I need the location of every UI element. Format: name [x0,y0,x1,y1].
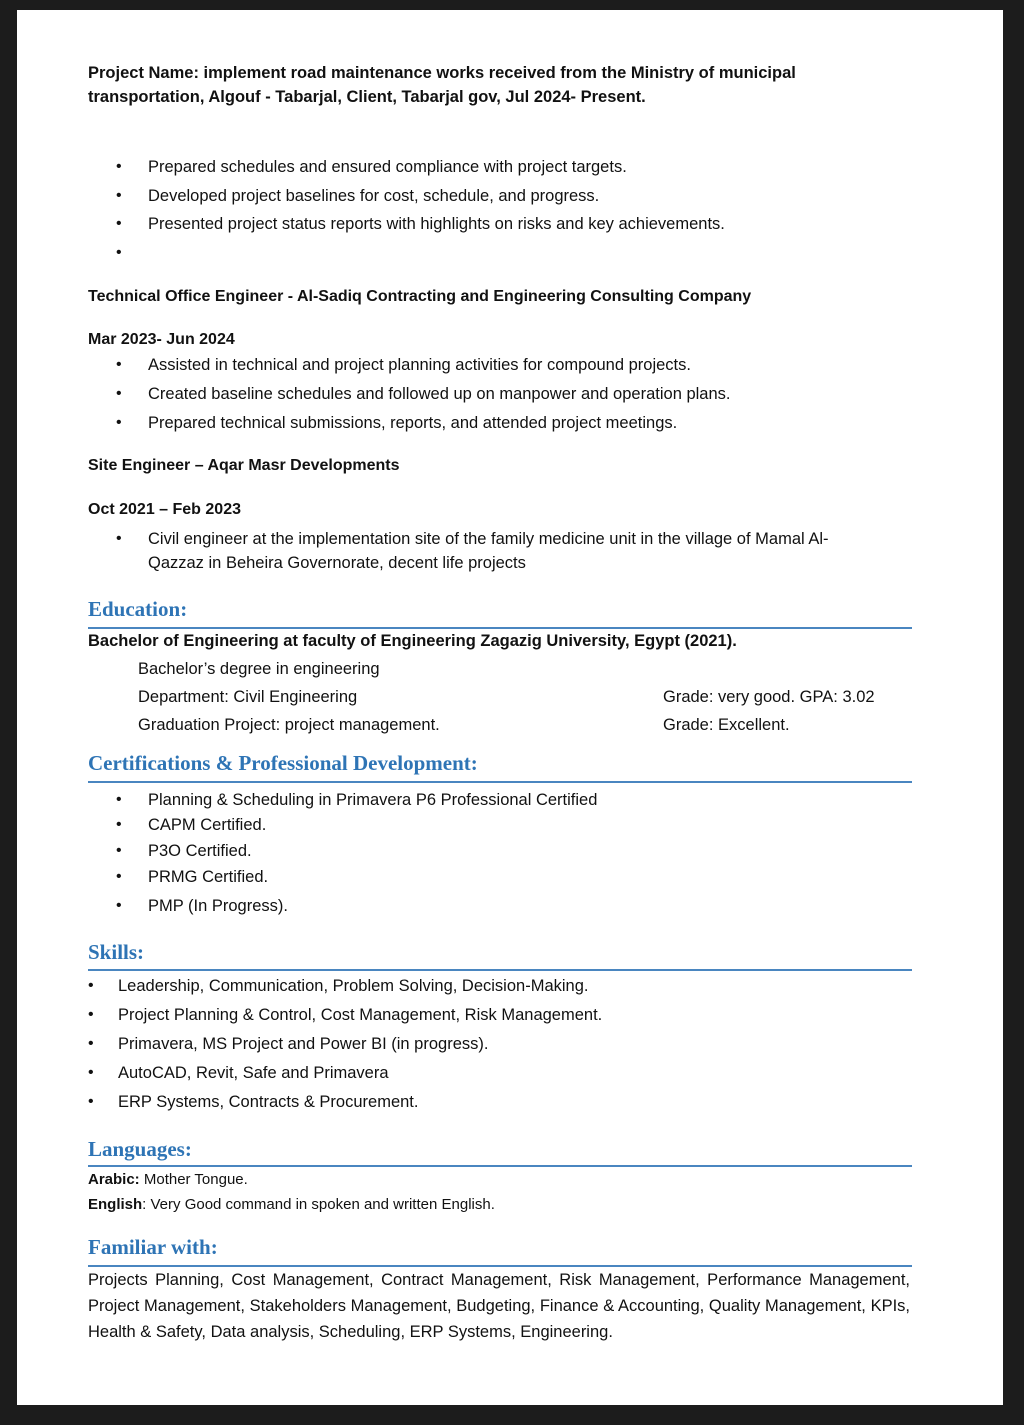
bullet-icon: • [116,158,122,175]
bullet-icon: • [88,1093,94,1110]
department: Department: Civil Engineering [138,688,358,706]
list-item: Leadership, Communication, Problem Solving, Decision-Making. [118,977,589,995]
list-item: ERP Systems, Contracts & Procurement. [118,1093,419,1111]
list-item: Primavera, MS Project and Power BI (in progress). [118,1035,489,1053]
list-item: Assisted in technical and project planning activities for compound projects. [148,356,691,374]
education-heading: Education: [88,597,188,621]
job-title: Technical Office Engineer - Al-Sadiq Contracting and Engineering Consulting Company [88,288,752,305]
list-item: Presented project status reports with highlights on risks and key achievements. [148,215,725,233]
degree-line: Bachelor’s degree in engineering [138,660,380,678]
bullet-icon: • [88,1035,94,1052]
bullet-icon: • [88,1006,94,1023]
bullet-icon: • [116,530,122,547]
list-item: Prepared schedules and ensured compliance with project targets. [148,158,627,176]
familiar-heading: Familiar with: [88,1235,218,1259]
list-item: PRMG Certified. [148,868,269,886]
bullet-icon: • [116,791,122,808]
section-divider [88,1165,912,1167]
job-title: Site Engineer – Aqar Masr Developments [88,457,400,474]
list-item: AutoCAD, Revit, Safe and Primavera [118,1064,389,1082]
bullet-icon: • [116,842,122,859]
bullet-icon: • [116,187,122,204]
bullet-icon: • [88,977,94,994]
bullet-icon: • [116,356,122,373]
languages-heading: Languages: [88,1137,192,1161]
bullet-icon: • [116,868,122,885]
certifications-heading: Certifications & Professional Development: [88,751,478,775]
section-divider [88,969,912,971]
list-item: Developed project baselines for cost, schedule, and progress. [148,187,600,205]
list-item: Civil engineer at the implementation site of the family medicine unit in the village of Mamal Al- [148,530,829,548]
language-arabic: Arabic: Mother Tongue. [88,1171,248,1188]
skills-heading: Skills: [88,940,145,964]
bullet-icon: • [116,385,122,402]
section-divider [88,781,912,783]
project-grade: Grade: Excellent. [663,716,790,734]
list-item: Project Planning & Control, Cost Management, Risk Management. [118,1006,603,1024]
resume-page [17,10,1003,1405]
list-item-continued: Qazzaz in Beheira Governorate, decent life projects [148,554,526,572]
bullet-icon: • [88,1064,94,1081]
list-item: Planning & Scheduling in Primavera P6 Professional Certified [148,791,598,809]
project-name-line1: Project Name: implement road maintenance works received from the Ministry of municipal [88,64,796,82]
list-item: CAPM Certified. [148,816,267,834]
job-dates: Oct 2021 – Feb 2023 [88,501,241,518]
bullet-icon: • [116,897,122,914]
graduation-project: Graduation Project: project management. [138,716,440,734]
bullet-icon: • [116,414,122,431]
bullet-icon: • [116,215,122,232]
language-english: English: Very Good command in spoken and written English. [88,1196,495,1213]
familiar-text: Projects Planning, Cost Management, Contract Management, Risk Management, Performance Management, Project Management, Stakeholders Management, Budgeting, Finance & Accounting, Quality Management, KPIs, Health & Safety, Data analysis, Scheduling, ERP Systems, Engineering. [88,1271,910,1341]
grade-gpa: Grade: very good. GPA: 3.02 [663,688,875,706]
degree: Bachelor of Engineering at faculty of Engineering Zagazig University, Egypt (2021). [88,632,737,650]
project-name-line2: transportation, Algouf - Tabarjal, Client, Tabarjal gov, Jul 2024- Present. [88,88,646,106]
list-item: Created baseline schedules and followed up on manpower and operation plans. [148,385,731,403]
list-item: Prepared technical submissions, reports, and attended project meetings. [148,414,678,432]
list-item: P3O Certified. [148,842,252,860]
bullet-icon: • [116,816,122,833]
section-divider [88,627,912,629]
job-dates: Mar 2023- Jun 2024 [88,331,235,348]
list-item: PMP (In Progress). [148,897,288,915]
bullet-icon: • [116,244,122,261]
